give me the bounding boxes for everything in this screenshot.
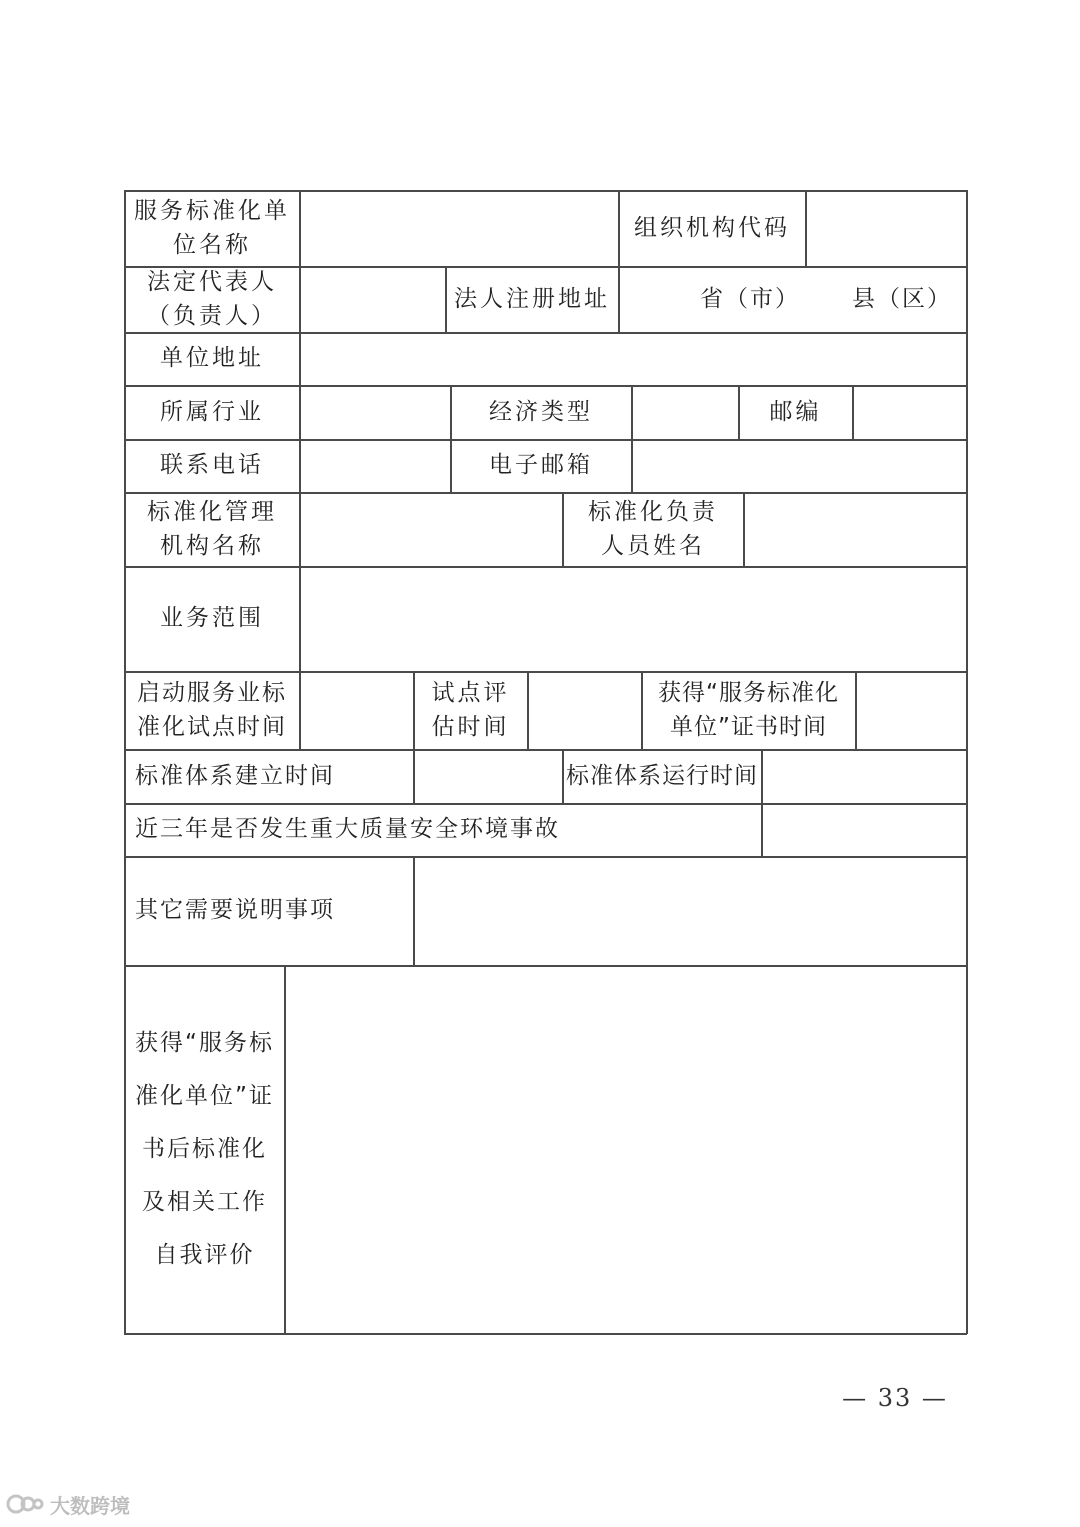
- self-eval-label: 获得“服务标 准化单位”证 书后标准化 及相关工作 自我评价: [135, 1030, 274, 1268]
- std-person-label: 标准化负责 人员姓名: [588, 499, 718, 559]
- accident-field[interactable]: [762, 804, 966, 856]
- industry-field[interactable]: [300, 386, 450, 439]
- other-matters-field[interactable]: [414, 857, 966, 965]
- legal-rep-field[interactable]: [300, 267, 445, 332]
- page-number: — 33 —: [842, 1384, 948, 1412]
- postcode-field[interactable]: [853, 386, 966, 439]
- watermark-text: 大数跨境: [50, 1493, 130, 1518]
- reg-address-label: 法人注册地址: [454, 285, 610, 312]
- accident-label: 近三年是否发生重大质量安全环境事故: [135, 816, 560, 843]
- system-run-label: 标准体系运行时间: [566, 762, 758, 789]
- email-label: 电子邮箱: [489, 452, 593, 479]
- province-label: 省（市）: [700, 285, 800, 312]
- phone-field[interactable]: [300, 440, 450, 492]
- unit-address-label: 单位地址: [160, 345, 264, 372]
- pilot-eval-field[interactable]: [528, 672, 641, 749]
- system-built-label: 标准体系建立时间: [135, 762, 335, 789]
- pilot-start-field[interactable]: [300, 672, 413, 749]
- county-label: 县（区）: [852, 285, 952, 312]
- table-border-bottom: [124, 1333, 967, 1335]
- org-code-field[interactable]: [806, 191, 966, 266]
- system-built-field[interactable]: [414, 750, 562, 803]
- watermark-logo-icon: [6, 1491, 46, 1517]
- postcode-label: 邮编: [769, 398, 822, 425]
- industry-label: 所属行业: [160, 398, 264, 425]
- econ-type-label: 经济类型: [489, 398, 593, 425]
- business-scope-label: 业务范围: [160, 605, 264, 632]
- std-person-field[interactable]: [744, 493, 966, 566]
- watermark: [6, 1488, 130, 1520]
- unit-address-field[interactable]: [300, 333, 966, 385]
- std-org-field[interactable]: [300, 493, 562, 566]
- email-field[interactable]: [632, 440, 966, 492]
- cert-time-label: 获得“服务标准化 单位”证书时间: [658, 680, 839, 740]
- business-scope-field[interactable]: [300, 567, 966, 671]
- std-org-label: 标准化管理 机构名称: [147, 499, 277, 559]
- unit-name-field[interactable]: [300, 191, 618, 266]
- econ-type-field[interactable]: [632, 386, 738, 439]
- org-code-label: 组织机构代码: [634, 214, 790, 241]
- pilot-eval-label: 试点评 估时间: [431, 680, 510, 740]
- pilot-start-label: 启动服务业标 准化试点时间: [137, 680, 287, 740]
- table-border-right: [966, 190, 968, 1334]
- unit-name-label: 服务标准化单 位名称: [134, 198, 290, 258]
- phone-label: 联系电话: [160, 452, 264, 479]
- cert-time-field[interactable]: [856, 672, 966, 749]
- self-eval-field[interactable]: [285, 966, 966, 1333]
- legal-rep-label: 法定代表人 （负责人）: [147, 269, 277, 329]
- system-run-field[interactable]: [762, 750, 966, 803]
- other-matters-label: 其它需要说明事项: [135, 897, 335, 924]
